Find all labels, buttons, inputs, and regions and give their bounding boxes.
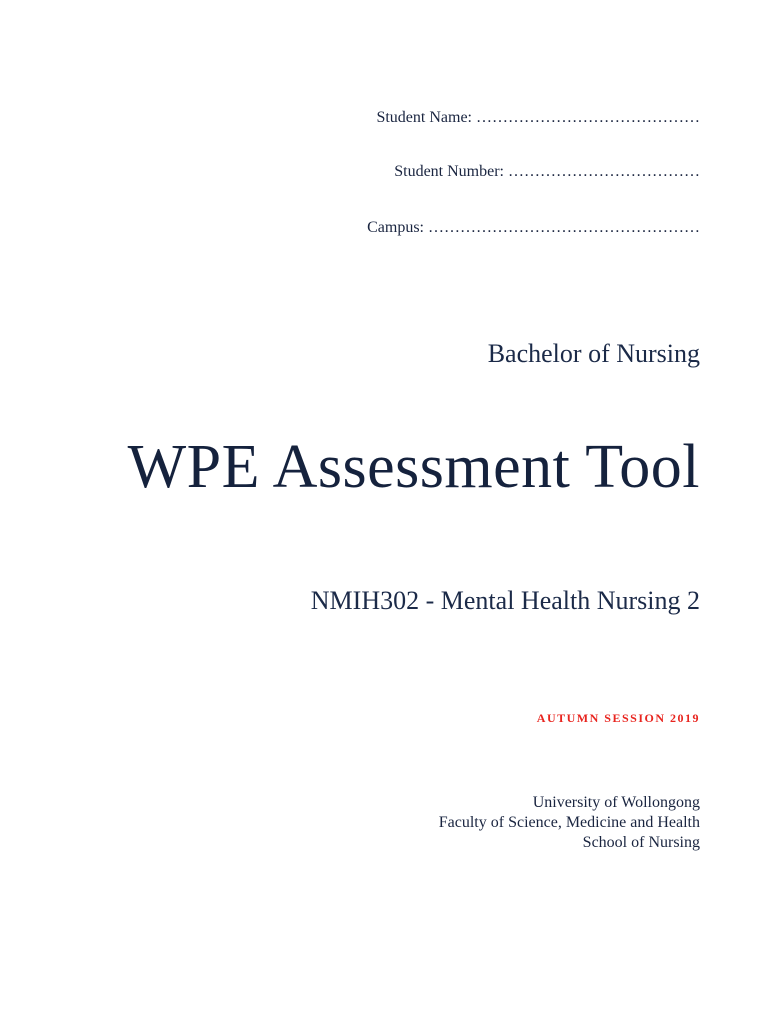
session-label: AUTUMN SESSION 2019 xyxy=(536,711,700,725)
campus-field: Campus: …………………………………………… xyxy=(367,219,700,236)
student-number-field: Student Number: ……………………………… xyxy=(394,163,700,180)
school-name: School of Nursing xyxy=(582,834,700,851)
faculty-name: Faculty of Science, Medicine and Health xyxy=(438,814,700,831)
subject-title: NMIH302 - Mental Health Nursing 2 xyxy=(310,586,700,615)
student-name-field: Student Name: …………………………………… xyxy=(376,109,700,126)
institution-block xyxy=(439,793,700,853)
university-name: University of Wollongong xyxy=(532,794,700,811)
degree-name: Bachelor of Nursing xyxy=(487,339,700,368)
document-title: WPE Assessment Tool xyxy=(127,433,700,501)
